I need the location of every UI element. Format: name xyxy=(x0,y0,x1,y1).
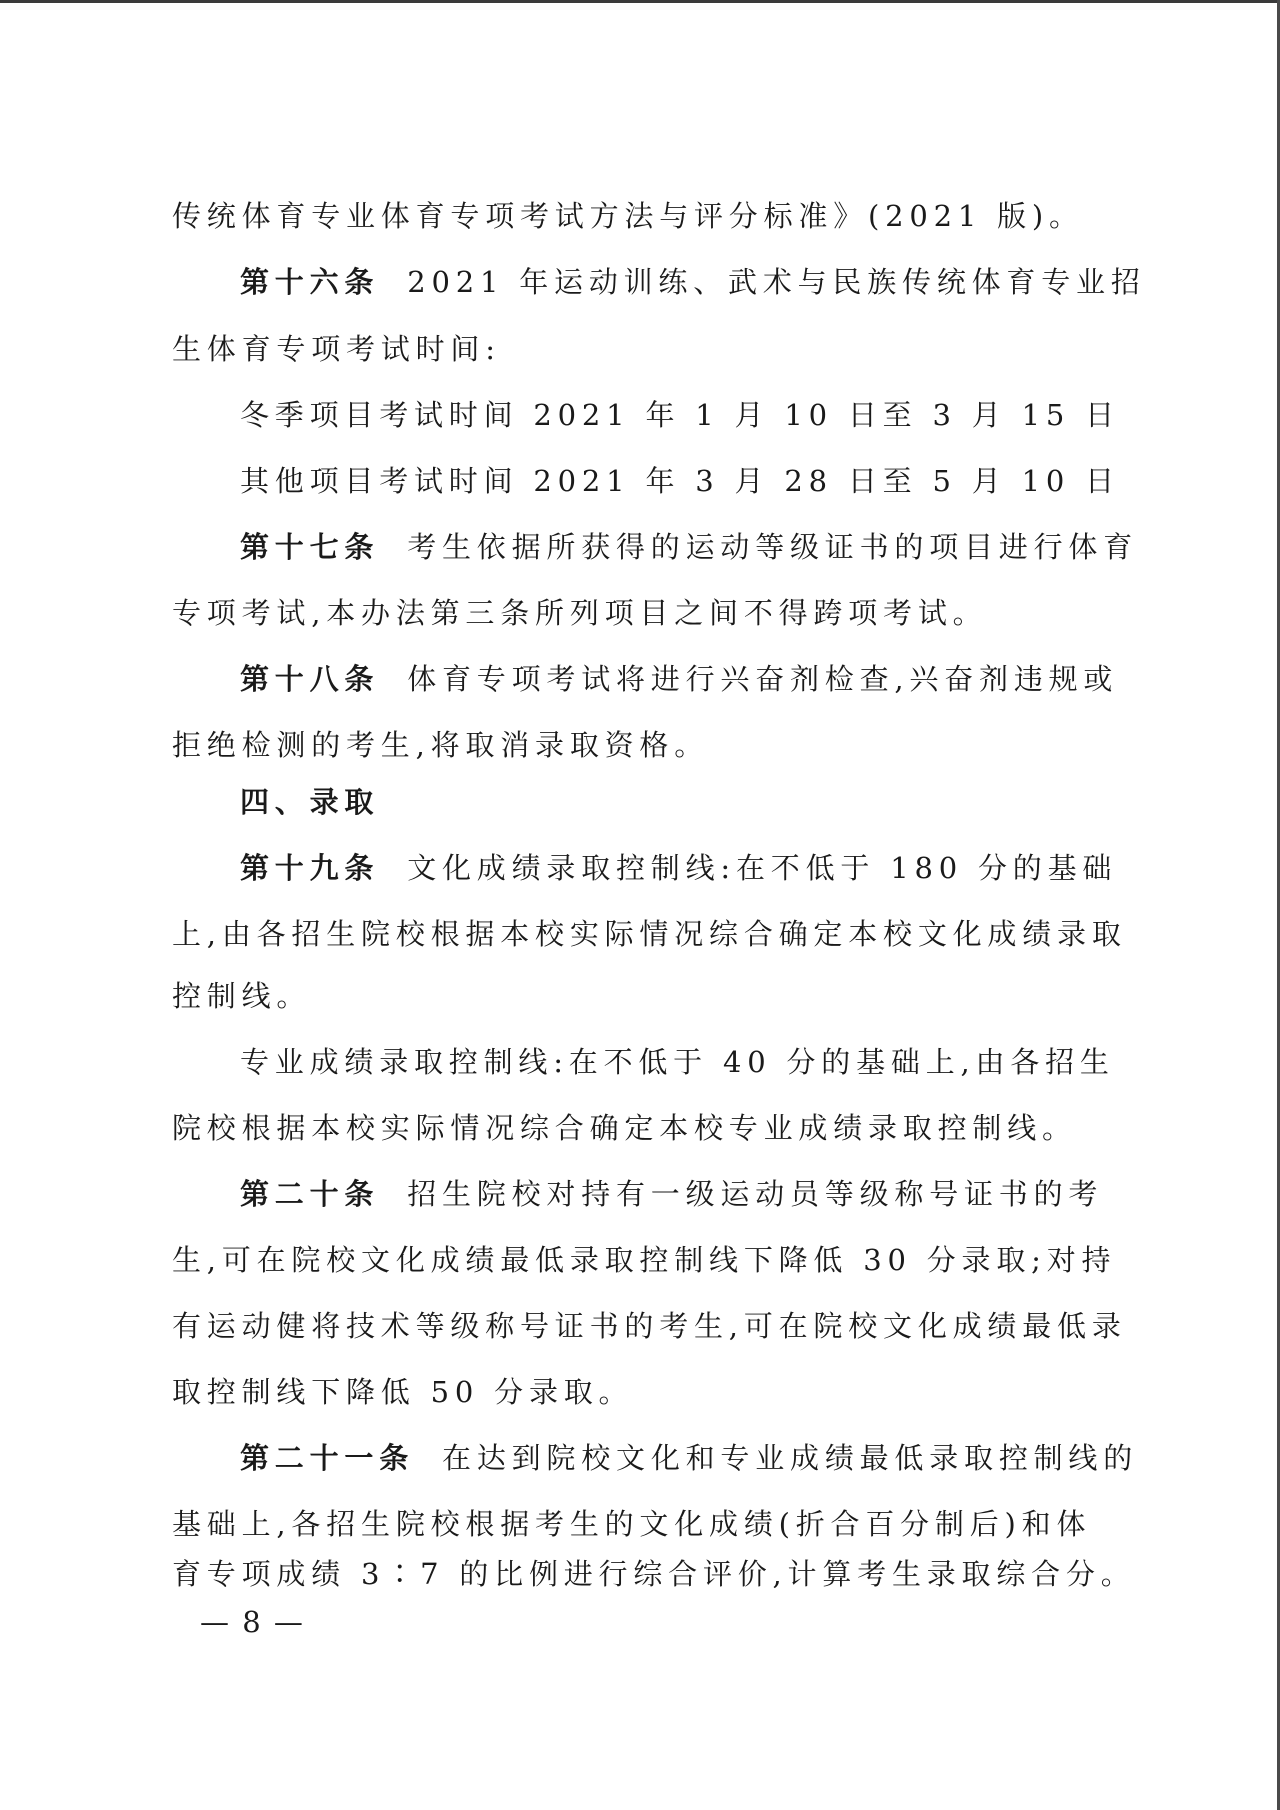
text-line: 拒绝检测的考生,将取消录取资格。 xyxy=(172,728,710,762)
article-label: 第十七条 xyxy=(240,530,380,564)
article-16-line xyxy=(240,262,1146,302)
text-line: 取控制线下降低 50 分录取。 xyxy=(172,1375,634,1409)
text-line: 传统体育专业体育专项考试方法与评分标准》(2021 版)。 xyxy=(172,199,1084,233)
text-line: 冬季项目考试时间 2021 年 1 月 10 日至 3 月 15 日 xyxy=(240,398,1120,432)
article-label: 第十九条 xyxy=(240,851,380,885)
text-line: 生体育专项考试时间: xyxy=(172,332,501,366)
article-text: 考生依据所获得的运动等级证书的项目进行体育 xyxy=(407,530,1139,564)
text-line: 控制线。 xyxy=(172,979,312,1013)
article-21-line xyxy=(240,1438,1139,1478)
article-text: 在达到院校文化和专业成绩最低录取控制线的 xyxy=(442,1441,1139,1475)
text-line: 上,由各招生院校根据本校实际情况综合确定本校文化成绩录取 xyxy=(172,917,1127,951)
text-line: 有运动健将技术等级称号证书的考生,可在院校文化成绩最低录 xyxy=(172,1309,1127,1343)
article-text: 2021 年运动训练、武术与民族传统体育专业招 xyxy=(407,265,1146,299)
article-18-line xyxy=(240,659,1117,699)
article-label: 第十八条 xyxy=(240,662,380,696)
text-line: 基础上,各招生院校根据考生的文化成绩(折合百分制后)和体 xyxy=(172,1507,1092,1541)
text-line: 院校根据本校实际情况综合确定本校专业成绩录取控制线。 xyxy=(172,1111,1077,1145)
text-line: 其他项目考试时间 2021 年 3 月 28 日至 5 月 10 日 xyxy=(240,464,1120,498)
article-20-line xyxy=(240,1174,1117,1214)
text-line: 生,可在院校文化成绩最低录取控制线下降低 30 分录取;对持 xyxy=(172,1243,1117,1277)
page-number: — 8 — xyxy=(200,1605,305,1639)
article-text: 体育专项考试将进行兴奋剂检查,兴奋剂违规或 xyxy=(407,662,1119,696)
text-line: 专项考试,本办法第三条所列项目之间不得跨项考试。 xyxy=(172,596,988,630)
article-label: 第二十一条 xyxy=(240,1441,415,1475)
section-heading: 四、录取 xyxy=(240,785,380,819)
article-text: 招生院校对持有一级运动员等级称号证书的考 xyxy=(407,1177,1104,1211)
article-label: 第二十条 xyxy=(240,1177,380,1211)
text-line: 育专项成绩 3∶7 的比例进行综合评价,计算考生录取综合分。 xyxy=(172,1557,1136,1591)
article-19-line xyxy=(240,848,1117,888)
article-label: 第十六条 xyxy=(240,265,380,299)
text-line: 专业成绩录取控制线:在不低于 40 分的基础上,由各招生 xyxy=(240,1045,1115,1079)
article-17-line xyxy=(240,527,1139,567)
article-text: 文化成绩录取控制线:在不低于 180 分的基础 xyxy=(407,851,1118,885)
